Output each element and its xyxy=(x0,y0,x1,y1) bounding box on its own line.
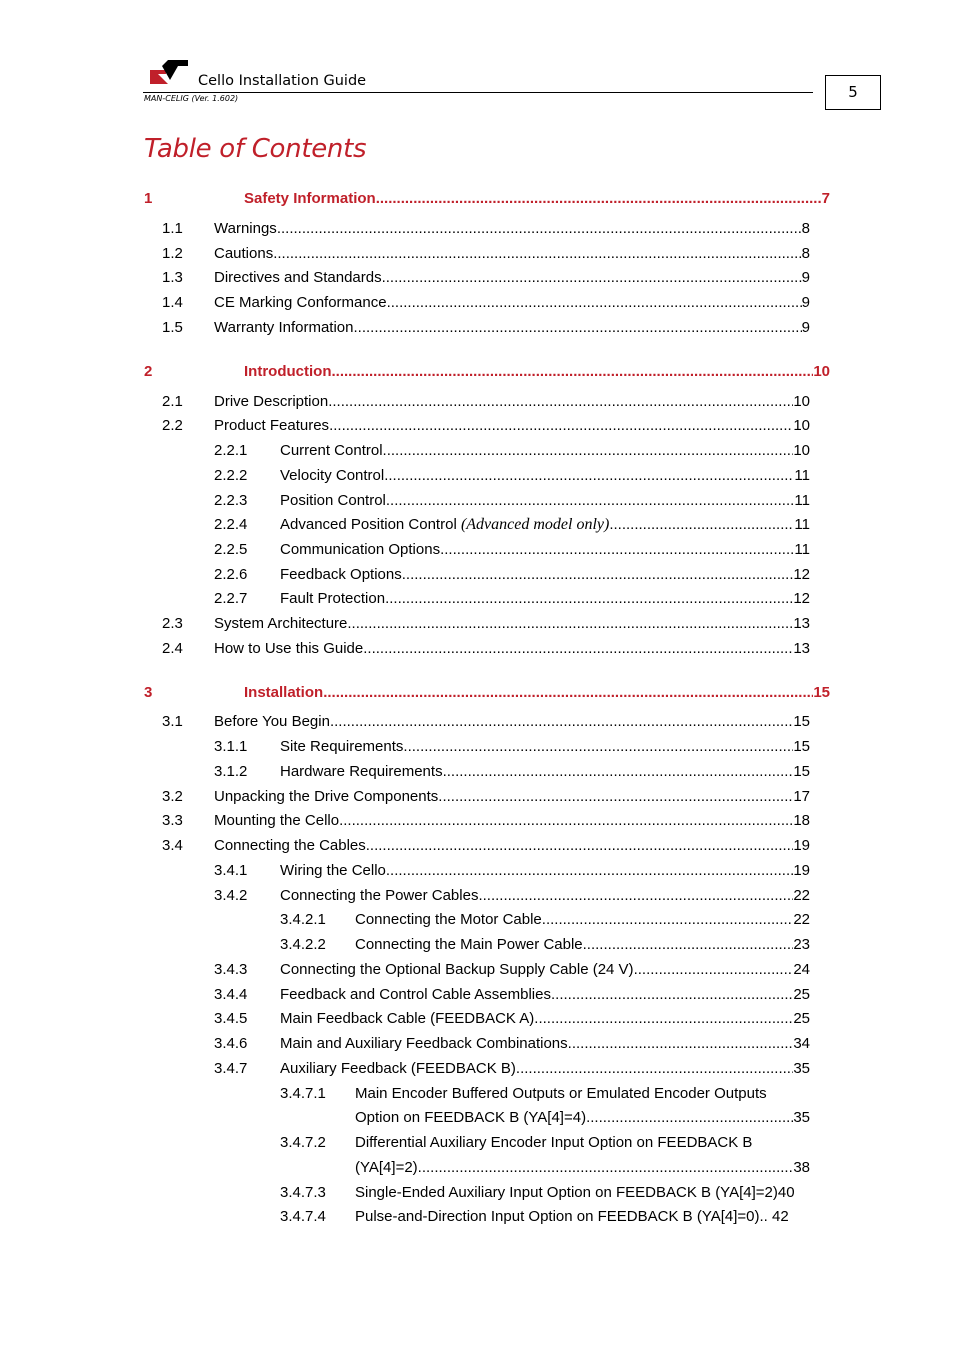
dot-leader xyxy=(386,860,793,882)
toc-number: 2.2.3 xyxy=(214,492,248,509)
toc-page: 40 xyxy=(777,1184,795,1201)
toc-entry-2-2-5[interactable] xyxy=(214,539,810,561)
toc-number: 1.5 xyxy=(162,319,183,336)
toc-entry-3-4-2-1[interactable] xyxy=(280,909,810,931)
toc-entry-3[interactable] xyxy=(144,682,830,704)
toc-page: 10 xyxy=(813,363,830,380)
toc-title: System Architecture xyxy=(214,615,348,632)
dot-leader xyxy=(273,243,801,265)
toc-page: 8 xyxy=(801,245,810,262)
document-title: Cello Installation Guide xyxy=(198,73,367,89)
toc-page: 11 xyxy=(794,516,810,533)
toc-entry-2[interactable] xyxy=(144,361,830,383)
toc-number: 1.3 xyxy=(162,269,183,286)
toc-number: 3.4.5 xyxy=(214,1010,248,1027)
toc-title: Site Requirements xyxy=(280,738,404,755)
toc-entry-3-4-3[interactable] xyxy=(214,959,810,981)
dot-leader xyxy=(277,218,802,240)
dot-leader xyxy=(331,361,813,383)
toc-page: 25 xyxy=(793,1010,810,1027)
toc-entry-3-4-7-1-cont[interactable] xyxy=(355,1107,810,1129)
dot-leader xyxy=(386,490,795,512)
toc-page: 15 xyxy=(813,684,830,701)
dot-leader xyxy=(354,317,802,339)
toc-title: Product Features xyxy=(214,417,330,434)
toc-number: 3.4.7.4 xyxy=(280,1208,326,1225)
toc-title: Differential Auxiliary Encoder Input Option on FEEDBACK B xyxy=(355,1134,753,1151)
toc-page: 12 xyxy=(793,590,810,607)
toc-title: Main Encoder Buffered Outputs or Emulated Encoder Outputs xyxy=(355,1085,767,1102)
toc-page: 19 xyxy=(793,837,810,854)
dot-leader xyxy=(568,1033,794,1055)
toc-number: 3.1.1 xyxy=(214,738,248,755)
toc-title: Single-Ended Auxiliary Input Option on FEEDBACK B (YA[4]=2) xyxy=(355,1184,778,1201)
toc-entry-3-4-7-2[interactable] xyxy=(280,1132,810,1154)
toc-title: Feedback Options xyxy=(280,566,402,583)
toc-page: 15 xyxy=(793,738,810,755)
toc-number: 3.3 xyxy=(162,812,183,829)
toc-number: 3.4 xyxy=(162,837,183,854)
toc-page: 23 xyxy=(793,936,810,953)
toc-number: 2.2.4 xyxy=(214,516,248,533)
dot-leader xyxy=(382,267,802,289)
toc-entry-2-2-1[interactable] xyxy=(214,440,810,462)
dot-leader xyxy=(330,711,793,733)
dot-leader xyxy=(363,638,793,660)
toc-entry-3-4-2[interactable] xyxy=(214,885,810,907)
toc-page: 11 xyxy=(794,467,810,484)
toc-page: 13 xyxy=(793,640,810,657)
toc-page: 35 xyxy=(793,1109,810,1126)
toc-entry-3-3[interactable] xyxy=(162,810,810,832)
toc-title: Main and Auxiliary Feedback Combinations xyxy=(280,1035,568,1052)
toc-page: 19 xyxy=(793,862,810,879)
toc-title: Wiring the Cello xyxy=(280,862,386,879)
toc-entry-2-4[interactable] xyxy=(162,638,810,660)
toc-entry-3-4[interactable] xyxy=(162,835,810,857)
dot-leader xyxy=(551,984,793,1006)
dot-leader xyxy=(384,465,794,487)
toc-number: 3.2 xyxy=(162,788,183,805)
toc-title: Warnings xyxy=(214,220,277,237)
toc-page: 10 xyxy=(793,393,810,410)
toc-number: 3.1.2 xyxy=(214,763,248,780)
toc-page: 34 xyxy=(793,1035,810,1052)
company-logo-icon xyxy=(148,58,190,88)
dot-leader xyxy=(347,613,793,635)
dot-leader xyxy=(440,539,794,561)
toc-page: 17 xyxy=(793,788,810,805)
toc-entry-2-2[interactable] xyxy=(162,415,810,437)
header-rule xyxy=(143,92,813,93)
toc-page: 11 xyxy=(794,492,810,509)
toc-page: 38 xyxy=(793,1159,810,1176)
page-number: 5 xyxy=(825,75,881,110)
toc-title: Drive Description xyxy=(214,393,329,410)
toc-title: Advanced Position Control xyxy=(280,516,457,533)
toc-entry-3-1-1[interactable] xyxy=(214,736,810,758)
toc-entry-3-4-7-4[interactable] xyxy=(280,1206,815,1228)
toc-page: 22 xyxy=(793,911,810,928)
toc-number: 3.4.4 xyxy=(214,986,248,1003)
toc-number: 1.1 xyxy=(162,220,183,237)
toc-title: Velocity Control xyxy=(280,467,385,484)
toc-number: 3.4.7.1 xyxy=(280,1085,326,1102)
toc-page: 22 xyxy=(793,887,810,904)
dot-leader xyxy=(387,292,802,314)
toc-title: Warranty Information xyxy=(214,319,354,336)
toc-number: 3.4.2.2 xyxy=(280,936,326,953)
toc-page: 8 xyxy=(801,220,810,237)
toc-title: Connecting the Optional Backup Supply Cable (24 V) xyxy=(280,961,634,978)
toc-page: 25 xyxy=(793,986,810,1003)
toc-entry-3-4-6[interactable] xyxy=(214,1033,810,1055)
toc-heading: Table of Contents xyxy=(144,134,367,164)
toc-entry-3-1[interactable] xyxy=(162,711,810,733)
toc-title: Fault Protection xyxy=(280,590,386,607)
toc-entry-1-4[interactable] xyxy=(162,292,810,314)
toc-number: 2.2.7 xyxy=(214,590,248,607)
toc-title-cont: (YA[4]=2) xyxy=(355,1159,418,1176)
toc-title: Main Feedback Cable (FEEDBACK A) xyxy=(280,1010,535,1027)
toc-page: 35 xyxy=(793,1060,810,1077)
toc-number: 1 xyxy=(144,190,153,207)
toc-page: 11 xyxy=(794,541,810,558)
toc-page: 18 xyxy=(793,812,810,829)
toc-entry-1-5[interactable] xyxy=(162,317,810,339)
toc-title: Directives and Standards xyxy=(214,269,382,286)
toc-number: 3.4.1 xyxy=(214,862,248,879)
dot-leader xyxy=(478,885,793,907)
dot-leader xyxy=(385,588,793,610)
toc-page: 15 xyxy=(793,713,810,730)
dot-leader xyxy=(403,736,793,758)
toc-entry-3-4-5[interactable] xyxy=(214,1008,810,1030)
toc-page: 9 xyxy=(801,294,810,311)
toc-page: 9 xyxy=(801,319,810,336)
toc-number: 3.4.3 xyxy=(214,961,248,978)
toc-number: 3.4.7.3 xyxy=(280,1184,326,1201)
toc-number: 2.2.1 xyxy=(214,442,248,459)
toc-entry-3-4-4[interactable] xyxy=(214,984,810,1006)
toc-title: Installation xyxy=(244,684,324,701)
toc-number: 2.3 xyxy=(162,615,183,632)
toc-entry-3-4-1[interactable] xyxy=(214,860,810,882)
toc-title: Hardware Requirements xyxy=(280,763,443,780)
toc-page: 15 xyxy=(793,763,810,780)
toc-title: Mounting the Cello xyxy=(214,812,340,829)
dot-leader xyxy=(516,1058,793,1080)
toc-number: 2.2 xyxy=(162,417,183,434)
toc-entry-2-1[interactable] xyxy=(162,391,810,413)
toc-entry-1[interactable] xyxy=(144,188,830,210)
toc-title: Communication Options xyxy=(280,541,441,558)
dot-leader xyxy=(542,909,794,931)
toc-entry-3-4-7-2-cont[interactable] xyxy=(355,1157,810,1179)
dot-leader xyxy=(609,514,794,536)
toc-number: 1.4 xyxy=(162,294,183,311)
toc-page: 9 xyxy=(801,269,810,286)
toc-title: Position Control xyxy=(280,492,386,509)
toc-entry-1-1[interactable] xyxy=(162,218,810,240)
toc-title: Unpacking the Drive Components xyxy=(214,788,439,805)
toc-entry-2-2-2[interactable] xyxy=(214,465,810,487)
toc-entry-2-3[interactable] xyxy=(162,613,810,635)
toc-title: Auxiliary Feedback (FEEDBACK B) xyxy=(280,1060,516,1077)
dot-leader xyxy=(586,1107,793,1129)
dot-leader xyxy=(323,682,813,704)
toc-number: 2 xyxy=(144,363,153,380)
toc-page: 10 xyxy=(793,417,810,434)
toc-title: Connecting the Main Power Cable xyxy=(355,936,583,953)
toc-page: 10 xyxy=(793,442,810,459)
toc-title: Current Control xyxy=(280,442,383,459)
toc-title: How to Use this Guide xyxy=(214,640,364,657)
toc-number: 3.4.7 xyxy=(214,1060,248,1077)
toc-number: 3.4.2 xyxy=(214,887,248,904)
toc-title: Safety Information xyxy=(244,190,376,207)
toc-number: 3.4.6 xyxy=(214,1035,248,1052)
toc-number: 3.1 xyxy=(162,713,183,730)
dot-leader xyxy=(418,1157,794,1179)
dot-leader xyxy=(583,934,794,956)
toc-page: 7 xyxy=(821,190,830,207)
toc-entry-2-2-7[interactable] xyxy=(214,588,810,610)
toc-page: 12 xyxy=(793,566,810,583)
toc-number: 1.2 xyxy=(162,245,183,262)
toc-entry-2-2-3[interactable] xyxy=(214,490,810,512)
dot-leader xyxy=(402,564,794,586)
toc-entry-1-3[interactable] xyxy=(162,267,810,289)
toc-number: 2.2.6 xyxy=(214,566,248,583)
toc-number: 2.1 xyxy=(162,393,183,410)
toc-entry-3-1-2[interactable] xyxy=(214,761,810,783)
dot-leader xyxy=(438,786,793,808)
dot-leader xyxy=(328,391,793,413)
toc-number: 2.2.2 xyxy=(214,467,248,484)
toc-number: 2.4 xyxy=(162,640,183,657)
toc-entry-3-4-7-3[interactable] xyxy=(280,1182,815,1204)
dot-leader xyxy=(534,1008,793,1030)
toc-title: Feedback and Control Cable Assemblies xyxy=(280,986,551,1003)
toc-entry-1-2[interactable] xyxy=(162,243,810,265)
dot-leader xyxy=(634,959,794,981)
dot-leader xyxy=(366,835,794,857)
toc-title: Connecting the Power Cables xyxy=(280,887,479,904)
dot-leader xyxy=(329,415,793,437)
toc-entry-3-2[interactable] xyxy=(162,786,810,808)
dot-leader xyxy=(376,188,822,210)
toc-title: Connecting the Cables xyxy=(214,837,366,854)
toc-title: Introduction xyxy=(244,363,332,380)
toc-title: Pulse-and-Direction Input Option on FEEDBACK B (YA[4]=0).. xyxy=(355,1208,768,1225)
dot-leader xyxy=(443,761,794,783)
toc-page: 42 xyxy=(772,1208,789,1225)
toc-title: CE Marking Conformance xyxy=(214,294,387,311)
toc-title: Before You Begin xyxy=(214,713,330,730)
toc-title-cont: Option on FEEDBACK B (YA[4]=4) xyxy=(355,1109,587,1126)
toc-number: 2.2.5 xyxy=(214,541,248,558)
toc-page: 13 xyxy=(793,615,810,632)
toc-entry-3-4-2-2[interactable] xyxy=(280,934,810,956)
toc-entry-3-4-7[interactable] xyxy=(214,1058,810,1080)
toc-entry-2-2-6[interactable] xyxy=(214,564,810,586)
toc-entry-2-2-4[interactable] xyxy=(214,514,810,536)
toc-number: 3 xyxy=(144,684,153,701)
toc-number: 3.4.7.2 xyxy=(280,1134,326,1151)
dot-leader xyxy=(339,810,793,832)
toc-title: Cautions xyxy=(214,245,274,262)
toc-number: 3.4.2.1 xyxy=(280,911,326,928)
toc-entry-3-4-7-1[interactable] xyxy=(280,1083,810,1105)
toc-title-note: (Advanced model only) xyxy=(460,516,610,533)
toc-title: Connecting the Motor Cable xyxy=(355,911,542,928)
document-code: MAN-CELIG (Ver. 1.602) xyxy=(144,94,239,103)
toc-page: 24 xyxy=(793,961,810,978)
dot-leader xyxy=(383,440,794,462)
